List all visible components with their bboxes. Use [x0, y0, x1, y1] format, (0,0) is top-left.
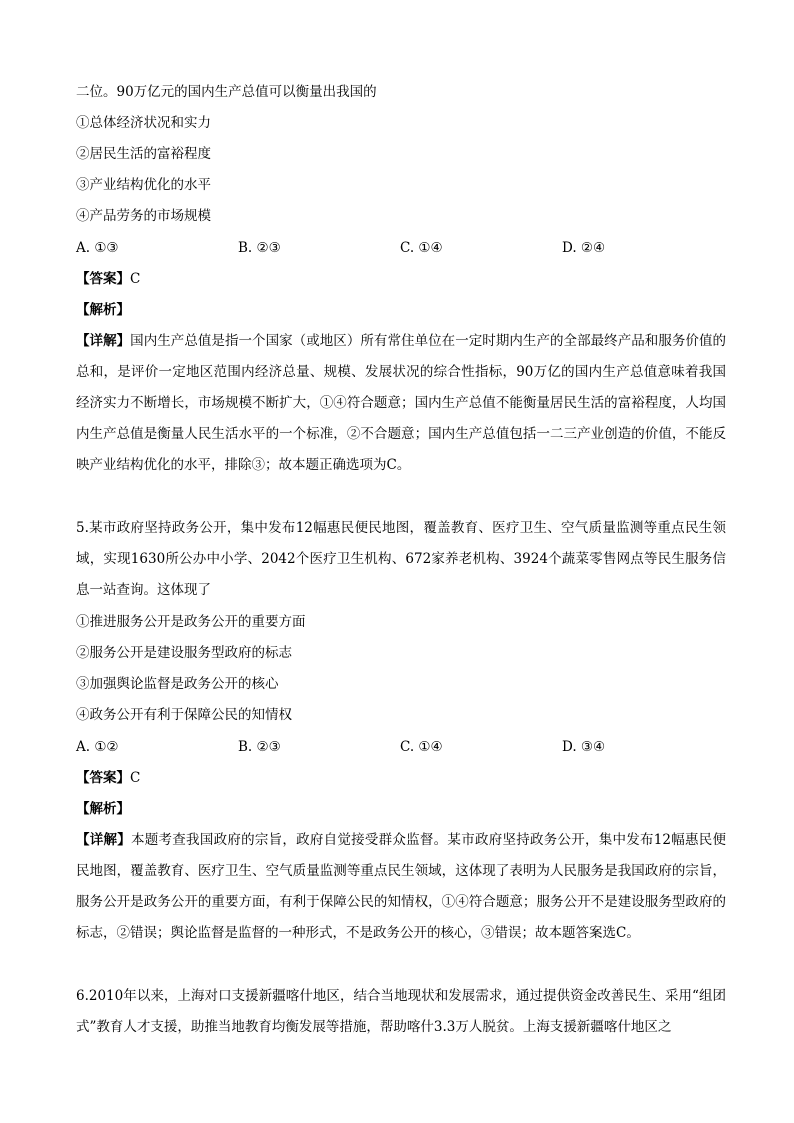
q6-stem: 6.2010年以来，上海对口支援新疆喀什地区，结合当地现状和发展需求，通过提供资金改善民生、采用“组团式”教育人才支援，助推当地教育均衡发展等措施，帮助喀什3.3万人脱贫。上海支援新疆喀什地区之	[76, 988, 726, 1035]
q5-choices	[76, 737, 726, 757]
q5-detail-text: 本题考查我国政府的宗旨，政府自觉接受群众监督。某市政府坚持政务公开，集中发布12幅惠民便民地图，覆盖教育、医疗卫生、空气质量监测等重点民生领域，这体现了表明为人民服务是我国政府的宗旨，服务公开是政务公开的重要方面，有利于保障公民的知情权，①④符合题意；服务公开不是建设服务型政府的标志，②错误；舆论监督是监督的一种形式，不是政务公开的核心，③错误；故本题答案选C。	[76, 832, 726, 941]
q4-answer-value: C	[130, 271, 141, 287]
q4-detail-text: 国内生产总值是指一个国家（或地区）所有常住单位在一定时期内生产的全部最终产品和服务价值的总和，是评价一定地区范围内经济总量、规模、发展状况的综合性指标，90万亿的国内生产总值意味着我国经济实力不断增长，市场规模不断扩大，①④符合题意；国内生产总值不能衡量居民生活的富裕程度，人均国内生产总值是衡量人民生活水平的一个标准，②不合题意；国内生产总值包括一二三产业创造的价值，不能反映产业结构优化的水平，排除③；故本题正确选项为C。	[76, 333, 727, 473]
q5-choice-a: A. ①②	[76, 739, 119, 755]
q4-option-2: ②居民生活的富裕程度	[76, 146, 211, 162]
q5-analysis-label: 【解析】	[76, 801, 130, 817]
q4-answer	[76, 269, 140, 289]
q5-choice-c: C. ①④	[400, 739, 443, 755]
q4-answer-label: 【答案】	[76, 271, 130, 287]
q4-choice-c: C. ①④	[400, 240, 443, 256]
q5-answer-value: C	[130, 770, 141, 786]
q4-option-4: ④产品劳务的市场规模	[76, 208, 211, 224]
q5-detail	[76, 825, 726, 949]
q4-detail-label: 【详解】	[76, 333, 131, 349]
q5-option-2: ②服务公开是建设服务型政府的标志	[76, 645, 292, 661]
q4-analysis-label: 【解析】	[76, 302, 130, 318]
q5-option-1: ①推进服务公开是政务公开的重要方面	[76, 614, 306, 630]
q4-option-1: ①总体经济状况和实力	[76, 115, 211, 131]
q4-choice-b: B. ②③	[238, 240, 281, 256]
q5-detail-label: 【详解】	[76, 832, 132, 848]
q4-choices	[76, 238, 726, 258]
q4-choice-d: D. ②④	[562, 240, 606, 256]
q4-detail	[76, 326, 726, 481]
q5-answer-label: 【答案】	[76, 770, 130, 786]
q5-option-3: ③加强舆论监督是政务公开的核心	[76, 676, 279, 692]
q4-option-3: ③产业结构优化的水平	[76, 177, 211, 193]
q5-option-4: ④政务公开有利于保障公民的知情权	[76, 707, 292, 723]
q5-answer	[76, 768, 140, 788]
q4-choice-a: A. ①③	[76, 240, 119, 256]
q5-stem: 5.某市政府坚持政务公开，集中发布12幅惠民便民地图，覆盖教育、医疗卫生、空气质量监测等重点民生领域，实现1630所公办中小学、2042个医疗卫生机构、672家养老机构、3924个蔬菜零售网点等民生服务信息一站查询。这体现了	[76, 520, 726, 598]
q5-choice-d: D. ③④	[562, 739, 606, 755]
q5-choice-b: B. ②③	[238, 739, 281, 755]
q4-stem-tail: 二位。90万亿元的国内生产总值可以衡量出我国的	[76, 84, 377, 100]
